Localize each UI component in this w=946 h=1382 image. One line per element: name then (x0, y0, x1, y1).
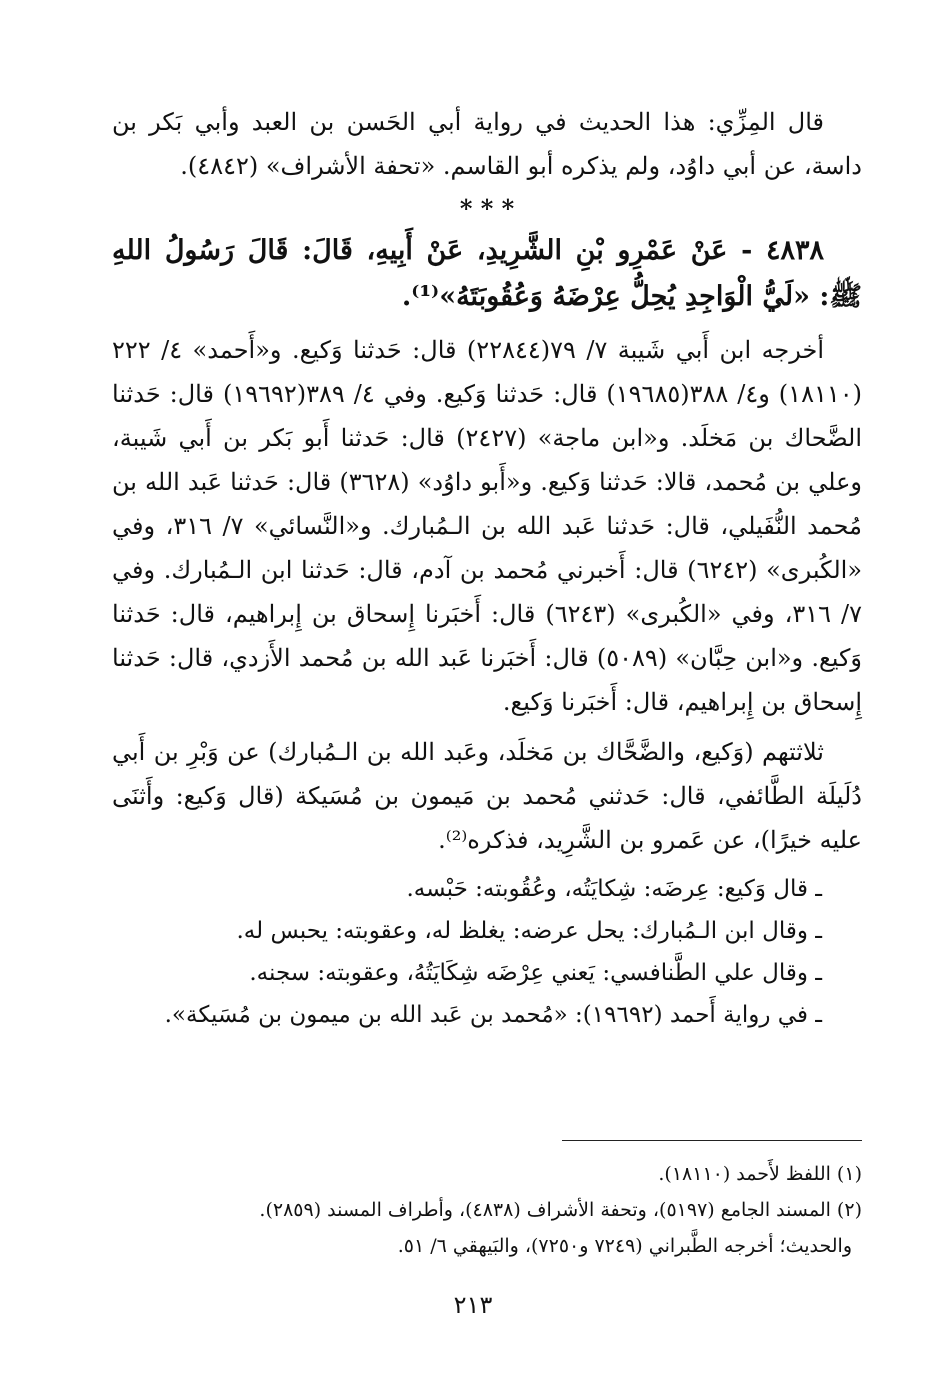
chain-paragraph: ثلاثتهم (وَكيع، والضَّحَّاك بن مَخلَد، وعَبد الله بن الـمُبارك) عن وَبْرِ بن أَبي دُلَيلَة الطَّائفي، قال: حَدثني مُحمد بن مَيمون بن مُسَيكة (قال وَكيع: وأَثنَى عليه خيرًا)، عن عَمرو بن الشَّرِيد، فذكره⁽²⁾. (112, 738, 862, 854)
footnotes (112, 1156, 862, 1264)
hadith-text: ٤٨٣٨ - عَنْ عَمْرِو بْنِ الشَّرِيدِ، عَنْ أَبِيهِ، قَالَ: قَالَ رَسُولُ اللهِ ﷺ: «لَيُّ الْوَاجِدِ يُحِلُّ عِرْضَهُ وَعُقُوبَتَهُ»⁽¹⁾. (112, 235, 862, 312)
note-item: ـ قال وَكيع: عِرضَه: شِكايَتُه، وعُقُوبته: حَبْسه. (406, 876, 822, 902)
section-separator: * * * (459, 194, 515, 223)
takhrij-paragraph: أخرجه ابن أَبي شَيبة ٧/ ٧٩(٢٢٨٤٤) قال: حَدثنا وَكيع. و«أَحمد» ٤/ ٢٢٢ (١٨١١٠) و٤/ ٣٨٨(١٩٦٨٥) قال: حَدثنا وَكيع. وفي ٤/ ٣٨٩(١٩٦٩٢) قال: حَدثنا الضَّحاك بن مَخلَد. و«ابن ماجة» (٢٤٢٧) قال: حَدثنا أَبو بَكر بن أَبي شَيبة، وعلي بن مُحمد، قالا: حَدثنا وَكيع. و«أَبو داوُد» (٣٦٢٨) قال: حَدثنا عَبد الله بن مُحمد النُّفَيلي، قال: حَدثنا عَبد الله بن الـمُبارك. و«النَّسائي» ٧/ ٣١٦، وفي «الكُبرى» (٦٢٤٢) قال: أَخبرني مُحمد بن آدم، قال: حَدثنا ابن الـمُبارك. وفي ٧/ ٣١٦، وفي «الكُبرى» (٦٢٤٣) قال: أَخبَرنا إِسحاق بن إِبراهيم، قال: حَدثنا وَكيع. و«ابن حِبَّان» (٥٠٨٩) قال: أَخبَرنا عَبد الله بن مُحمد الأَزدي، قال: حَدثنا إِسحاق بن إِبراهيم، قال: أَخبَرنا وَكيع. (112, 336, 863, 716)
footnote-1: (١) اللفظ لأَحمد (١٨١١٠). (658, 1163, 862, 1185)
main-text (112, 100, 862, 1036)
footnote-2: (٢) المسند الجامع (٥١٩٧)، وتحفة الأشراف (٤٨٣٨)، وأطراف المسند (٢٨٥٩). (259, 1199, 862, 1221)
page-number: ٢١٣ (453, 1291, 493, 1319)
note-item: ـ وقال ابن الـمُبارك: يحل عرضه: يغلظ له، وعقوبته: يحبس له. (236, 918, 822, 944)
note-item: ـ وقال علي الطَّنافسي: يَعني عِرْضَه شِكَايَتُهُ، وعقوبته: سجنه. (249, 960, 822, 986)
note-item: ـ في رواية أَحمد (١٩٦٩٢): «مُحمد بن عَبد الله بن ميمون بن مُسَيكة». (164, 1002, 822, 1028)
intro-paragraph: قال المِزِّي: هذا الحديث في رواية أبي الحَسن بن العبد وأبي بَكر بن داسة، عن أبي داوُد، ولم يذكره أبو القاسم. «تحفة الأشراف» (٤٨٤٢). (112, 108, 862, 180)
footnote-2-continuation: والحديث؛ أخرجه الطَّبراني (٧٢٤٩ و٧٢٥٠)، والبَيهقي ٦/ ٥١. (397, 1235, 852, 1257)
footnote-divider (562, 1140, 862, 1141)
